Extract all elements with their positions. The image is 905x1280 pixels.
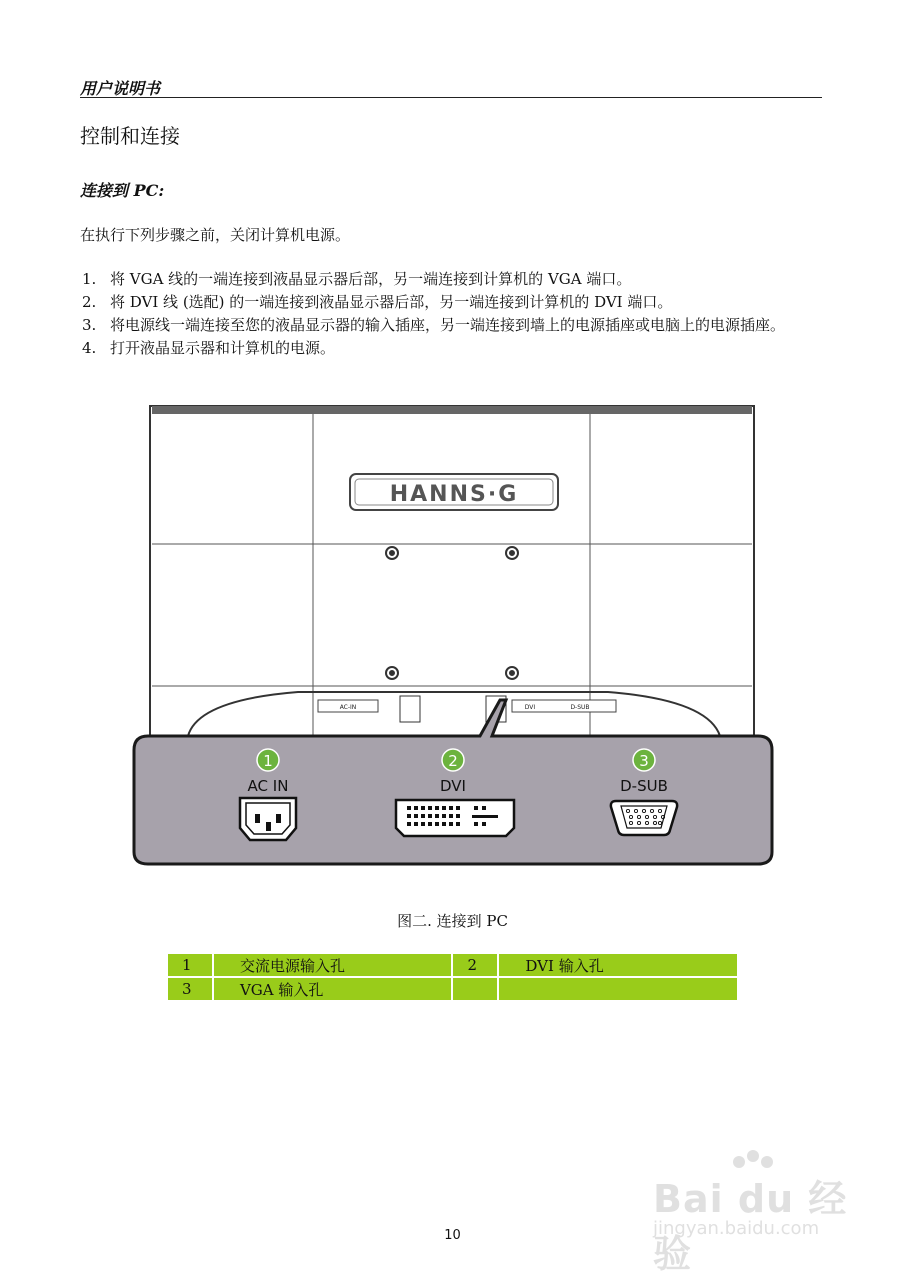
legend-text: DVI 输入孔 bbox=[499, 954, 737, 976]
ac-in-port-icon bbox=[240, 798, 296, 840]
subsection-title: 连接到 PC: bbox=[80, 181, 165, 200]
port-number: 2 bbox=[448, 752, 458, 770]
port-label: D-SUB bbox=[620, 777, 668, 795]
step-text: 打开液晶显示器和计算机的电源。 bbox=[110, 339, 336, 357]
port-label: AC IN bbox=[247, 777, 289, 795]
figure-caption: 图二. 连接到 PC bbox=[397, 912, 508, 930]
legend-text bbox=[499, 978, 737, 1000]
legend-number: 1 bbox=[168, 954, 212, 976]
step-item bbox=[80, 268, 825, 291]
port-legend-table bbox=[166, 952, 739, 1002]
steps-list bbox=[80, 268, 825, 360]
port-number: 3 bbox=[639, 752, 649, 770]
legend-number: 3 bbox=[168, 978, 212, 1000]
monitor-rear-figure bbox=[128, 400, 778, 870]
table-row bbox=[168, 954, 737, 976]
watermark-sub: jingyan.baidu.com bbox=[653, 1218, 820, 1239]
section-title: 控制和连接 bbox=[80, 124, 180, 148]
table-row bbox=[168, 978, 737, 1000]
header-title: 用户说明书 bbox=[80, 79, 161, 98]
rear-dsub-label: D-SUB bbox=[570, 704, 590, 711]
port-number: 1 bbox=[263, 752, 273, 770]
step-text: 将 DVI 线 (选配) 的一端连接到液晶显示器后部，另一端连接到计算机的 DVI 端口。 bbox=[110, 293, 673, 311]
monitor-rear-illustration bbox=[128, 400, 778, 870]
page-number: 10 bbox=[444, 1228, 461, 1243]
watermark-main: Bai du 经验 bbox=[653, 1177, 848, 1276]
port-label: DVI bbox=[440, 777, 466, 795]
step-number: 1. bbox=[82, 270, 97, 288]
brand-logo: HANNS·G bbox=[389, 482, 519, 507]
step-item bbox=[80, 291, 825, 314]
legend-text: 交流电源输入孔 bbox=[214, 954, 452, 976]
step-text: 将电源线一端连接至您的液晶显示器的输入插座，另一端连接到墙上的电源插座或电脑上的电源插座。 bbox=[110, 316, 786, 334]
legend-text: VGA 输入孔 bbox=[214, 978, 452, 1000]
step-item bbox=[80, 314, 825, 337]
rear-ac-label: AC-IN bbox=[339, 704, 357, 711]
step-item bbox=[80, 337, 825, 360]
legend-number bbox=[453, 978, 497, 1000]
step-text: 将 VGA 线的一端连接到液晶显示器后部，另一端连接到计算机的 VGA 端口。 bbox=[110, 270, 632, 288]
header-rule bbox=[80, 97, 822, 98]
d-sub-port-icon bbox=[611, 801, 677, 835]
step-number: 2. bbox=[82, 293, 97, 311]
dvi-port-icon bbox=[396, 800, 514, 836]
intro-text: 在执行下列步骤之前，关闭计算机电源。 bbox=[80, 226, 351, 244]
step-number: 3. bbox=[82, 316, 97, 334]
legend-number: 2 bbox=[453, 954, 497, 976]
rear-dvi-label: DVI bbox=[524, 704, 536, 711]
step-number: 4. bbox=[82, 339, 97, 357]
